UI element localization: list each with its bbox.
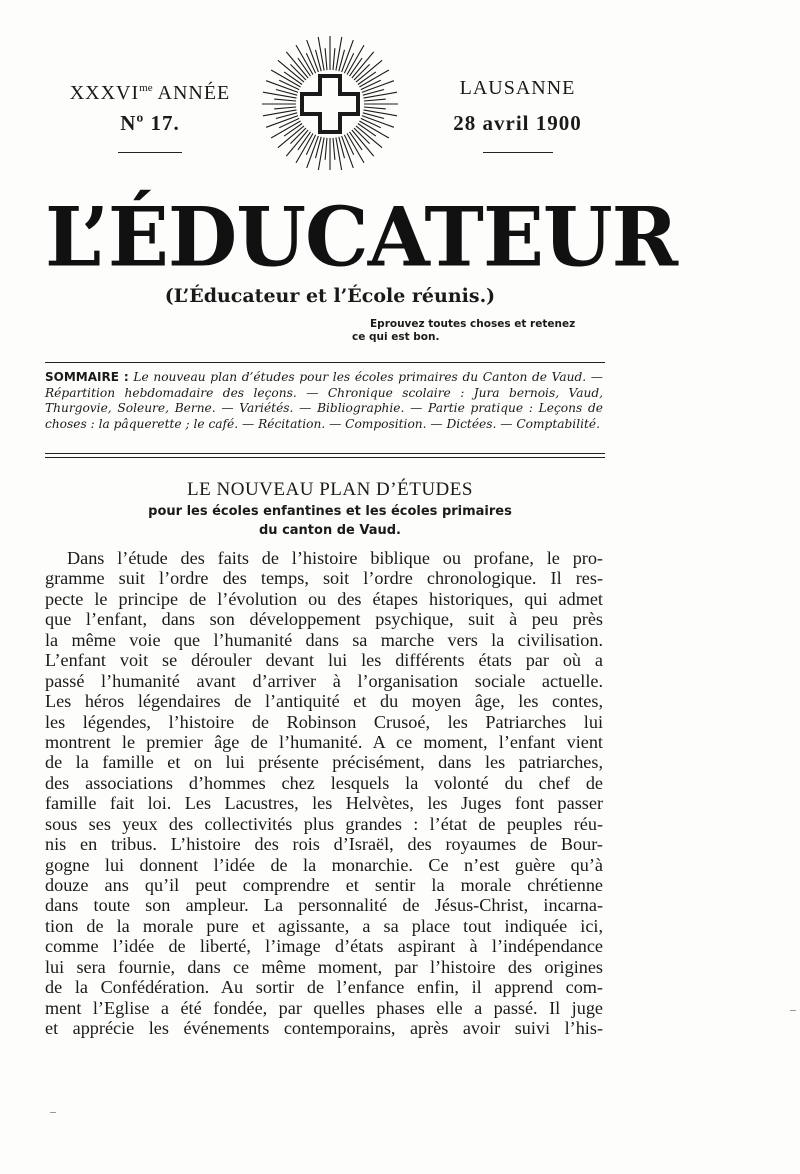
sunburst-ray — [364, 99, 386, 101]
article-subtitle-line-1: pour les écoles enfantines et les écoles primaires — [148, 504, 512, 519]
sunburst-ray — [336, 37, 342, 71]
article-subtitle-line-2: du canton de Vaud. — [258, 523, 402, 538]
article-line: gogne lui donnent l’idée de la monarchie. Ce n’est guère qu’à — [45, 854, 603, 875]
issue-date: 28 avril 1900 — [453, 111, 582, 135]
article-line: tion de la morale pure et agissante, a sa place tout indiquée ici, — [45, 915, 603, 936]
article-line: que l’enfant, dans son développement psychique, suit à peu près — [45, 609, 603, 630]
article-line: des associations d’hommes chez lesquels la volonté du chef de — [45, 772, 603, 793]
article-line: les légendes, l’histoire de Robinson Crusoé, les Patriarches lui — [45, 711, 603, 732]
article-line: pecte le principe de l’évolution ou des étapes historiques, qui admet — [45, 588, 603, 609]
article-line: douze ans qu’il peut comprendre et sentir la morale chrétienne — [45, 875, 603, 895]
article-line: sous ses yeux des collectivités plus grandes : l’état de peuples réu- — [45, 813, 603, 834]
sunburst-ray — [263, 110, 297, 116]
article-line: de la famille et on lui présente précisément, dans les patriarches, — [45, 752, 603, 773]
sunburst-ray — [336, 138, 342, 171]
sunburst-ray — [352, 130, 374, 156]
article-line: lui sera fournie, dans ce même moment, par l’histoire des origines — [45, 956, 603, 977]
motto — [330, 318, 600, 344]
article-body — [45, 548, 603, 1039]
article-line: dans toute son ampleur. La personnalité de Jésus-Christ, incarna- — [45, 895, 603, 916]
article-title: LE NOUVEAU PLAN D’ÉTUDES — [187, 479, 473, 500]
sunburst-ray — [274, 99, 296, 101]
sunburst-ray — [318, 138, 324, 171]
sunburst-ray — [318, 37, 324, 71]
scan-mark — [50, 1112, 56, 1113]
sunburst-ray — [278, 60, 304, 82]
sommaire-label: SOMMAIRE : — [45, 370, 129, 384]
swiss-cross-sunburst-icon — [255, 30, 405, 170]
article-line: la même voie que l’humanité dans sa marche vers la civilisation. — [45, 629, 603, 650]
article-line: comme l’idée de liberté, l’image d’états aspirant à l’indépendance — [45, 936, 603, 957]
sunburst-ray — [263, 92, 297, 98]
header-left — [50, 74, 250, 153]
sunburst-ray — [325, 138, 327, 160]
article-line: de la Confédération. Au sortir de l’enfance enfin, il apprend com- — [45, 977, 603, 998]
masthead-subtitle: (L’Éducateur et l’École réunis.) — [164, 285, 496, 307]
sunburst-ray — [356, 126, 382, 148]
masthead-title: L’ÉDUCATEUR — [45, 189, 678, 285]
scan-mark — [790, 1010, 796, 1011]
header-left-rule — [118, 152, 182, 153]
article-line: gramme suit l’ordre des temps, soit l’ordre chronologique. Il res- — [45, 568, 603, 589]
sunburst-ray — [356, 60, 382, 82]
sunburst-ray — [352, 52, 374, 78]
sunburst-ray — [364, 107, 386, 109]
issue-number: Nº 17. — [120, 111, 180, 135]
sommaire-top-rule — [45, 362, 605, 363]
sunburst-ray — [325, 48, 327, 70]
article-line: ment l’Eglise a été fondée, par quelles phases elle a passé. Il juge — [45, 997, 603, 1018]
sunburst-ray — [364, 110, 398, 116]
sommaire-bottom-rule — [45, 453, 605, 454]
sunburst-ray — [333, 138, 335, 160]
sunburst-ray — [286, 130, 308, 156]
sommaire-bottom-rule-double — [45, 457, 605, 458]
sommaire-text: Le nouveau plan d’études pour les écoles primaires du Canton de Vaud. — Répartition hebdomadaire des leçons. — Chronique scolaire : Jura bernois, Vaud, Thurgovie, Soleure, Berne. — Variétés. — Bibliographie. — Partie pratique : Leçons de choses : la pâquerette ; le café. — Récitation. — Composition. — Dictées. — Comptabilité. — [45, 370, 603, 431]
sunburst-ray — [286, 52, 308, 78]
article-line: passé l’humanité avant d’arriver à l’organisation sociale actuelle. — [45, 670, 603, 691]
header-right — [430, 74, 605, 153]
motto-line-1: Eprouvez toutes choses et retenez — [370, 318, 576, 330]
motto-line-2: ce qui est bon. — [352, 331, 440, 343]
sunburst-ray — [274, 107, 296, 109]
article-line: L’enfant voit se dérouler devant lui les différents états par où a — [45, 650, 603, 671]
sunburst-ray — [278, 126, 304, 148]
article-line: nis en tribus. L’histoire des rois d’Israël, des royaumes de Bour- — [45, 834, 603, 855]
article-line: famille fait loi. Les Lacustres, les Helvètes, les Juges font passer — [45, 793, 603, 814]
article-line: montrent le premier âge de l’humanité. A ce moment, l’enfant vient — [45, 731, 603, 752]
sommaire — [45, 370, 603, 432]
sunburst-ray — [333, 48, 335, 70]
sunburst-ray — [364, 92, 398, 98]
header-right-rule — [483, 152, 553, 153]
article-line: Dans l’étude des faits de l’histoire biblique ou profane, le pro- — [67, 548, 603, 568]
city: LAUSANNE — [459, 77, 576, 99]
article-line: Les héros légendaires de l’antiquité et du moyen âge, les contes, — [45, 691, 603, 712]
year-line: $XXXVI^{me}$ ANNÉE — [69, 82, 231, 104]
article-line: et apprécie les événements contemporains, après avoir suivi l’his- — [45, 1018, 603, 1039]
